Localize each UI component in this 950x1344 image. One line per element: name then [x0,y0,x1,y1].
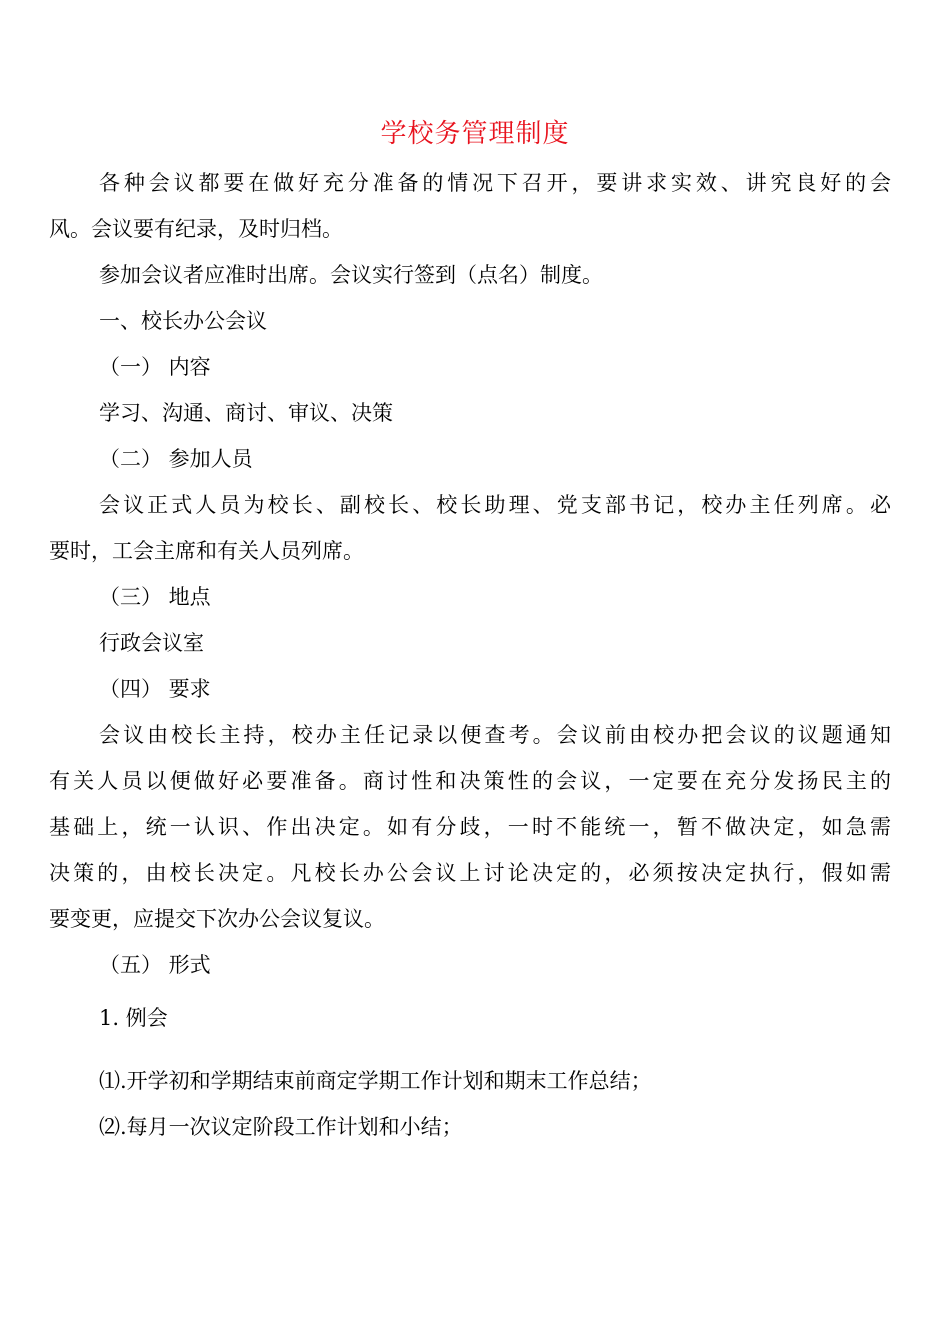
subsection-heading: （三） 地点 [99,585,211,609]
paragraph-line: 要变更，应提交下次办公会议复议。 [49,907,385,931]
subsection-heading: （二） 参加人员 [99,447,253,471]
paragraph-line: 会议正式人员为校长、副校长、校长助理、党支部书记，校办主任列席。必 [99,493,891,517]
paragraph-line: 风。会议要有纪录，及时归档。 [49,217,343,241]
subsection-heading: （五） 形式 [99,953,211,977]
paragraph-line: 决策的，由校长决定。凡校长办公会议上讨论决定的，必须按决定执行，假如需 [49,861,891,885]
paragraph-line: 会议由校长主持，校办主任记录以便查考。会议前由校办把会议的议题通知 [99,723,891,747]
list-heading: 1. 例会 [99,1006,168,1030]
subsection-heading: （一） 内容 [99,355,211,379]
subsection-heading: （四） 要求 [99,677,211,701]
page-title: 学校务管理制度 [380,119,570,149]
section-heading: 一、校长办公会议 [99,309,267,333]
paragraph-line: 有关人员以便做好必要准备。商讨性和决策性的会议，一定要在充分发扬民主的 [49,769,891,793]
paragraph-line: 学习、沟通、商讨、审议、决策 [99,401,393,425]
paragraph-line: 要时，工会主席和有关人员列席。 [49,539,364,563]
paragraph-line: 基础上，统一认识、作出决定。如有分歧，一时不能统一，暂不做决定，如急需 [49,815,891,839]
paragraph-line: 参加会议者应准时出席。会议实行签到（点名）制度。 [99,263,603,287]
list-item: ⑵.每月一次议定阶段工作计划和小结； [99,1115,463,1139]
list-item: ⑴.开学初和学期结束前商定学期工作计划和期末工作总结； [99,1069,652,1093]
paragraph-line: 行政会议室 [99,631,204,655]
paragraph-line: 各种会议都要在做好充分准备的情况下召开，要讲求实效、讲究良好的会 [99,171,891,195]
